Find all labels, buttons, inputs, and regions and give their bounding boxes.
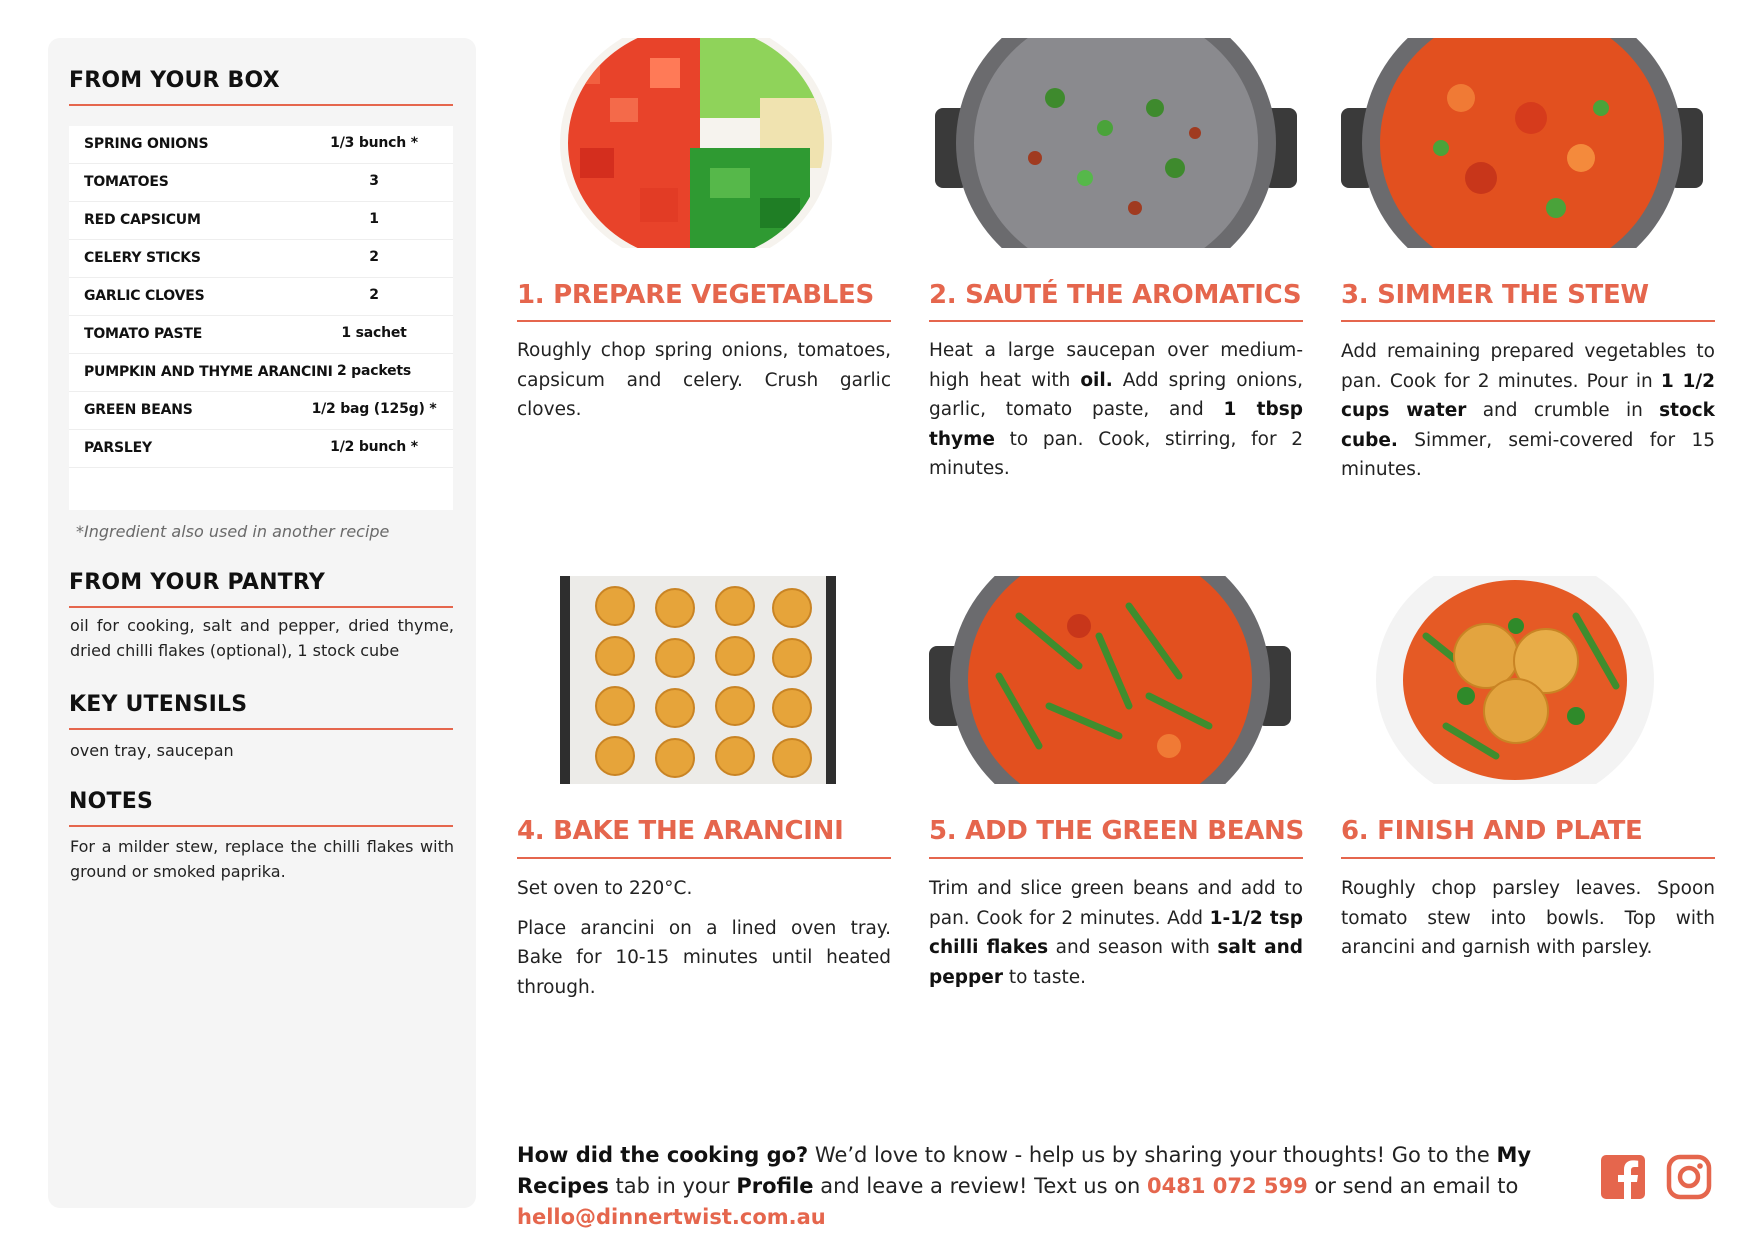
- step-3-rule: [1341, 320, 1715, 322]
- step-6-body: [1341, 874, 1715, 963]
- step-2-body: [929, 336, 1303, 484]
- ingredient-qty: 1: [369, 211, 379, 227]
- ingredient-qty: 1 sachet: [341, 325, 407, 341]
- ingredient-qty: 1/3 bunch *: [330, 135, 418, 151]
- step-text: Heat a large saucepan over medium-high heat with: [929, 340, 1303, 391]
- email-link[interactable]: hello@dinnertwist.com.au: [517, 1205, 826, 1229]
- box-ingredients-table: [69, 126, 453, 510]
- footer-text: We’d love to know - help us by sharing your thoughts! Go to the: [808, 1143, 1497, 1167]
- phone-link[interactable]: 0481 072 599: [1147, 1174, 1308, 1198]
- key-utensils-heading: KEY UTENSILS: [69, 692, 248, 717]
- step-bold-text: oil.: [1080, 369, 1113, 391]
- ingredient-qty: 1/2 bunch *: [330, 439, 418, 455]
- from-your-box-heading: FROM YOUR BOX: [69, 68, 280, 93]
- ingredient-name: PARSLEY: [84, 440, 152, 456]
- ingredient-row: [69, 164, 453, 202]
- ingredient-row: [69, 354, 453, 392]
- ingredient-qty: 3: [369, 173, 379, 189]
- step-5-body: [929, 874, 1303, 992]
- step-6-rule: [1341, 857, 1715, 859]
- step-bold-text: salt and pepper: [929, 937, 1303, 988]
- notes-heading-rule: [69, 825, 453, 827]
- ingredient-qty: 1/2 bag (125g) *: [311, 401, 437, 417]
- box-heading-rule: [69, 104, 453, 106]
- ingredients-sidebar: [48, 38, 476, 1208]
- step-4-photo: [560, 576, 836, 784]
- ingredient-row: [69, 316, 453, 354]
- my-recipes-label: My Recipes: [517, 1143, 1532, 1198]
- step-bold-text: 1 1/2 cups water: [1341, 370, 1715, 421]
- step-5-photo: [929, 576, 1291, 784]
- step-2-title: 2. SAUTÉ THE AROMATICS: [929, 280, 1302, 310]
- shared-ingredient-footnote: *Ingredient also used in another recipe: [76, 522, 390, 541]
- instagram-icon[interactable]: [1666, 1154, 1712, 1200]
- ingredient-name: TOMATO PASTE: [84, 326, 203, 342]
- ingredient-name: GARLIC CLOVES: [84, 288, 205, 304]
- step-text: and season with: [1048, 937, 1218, 958]
- ingredient-qty: 2 packets: [336, 363, 412, 379]
- ingredient-name: TOMATOES: [84, 174, 169, 190]
- step-text: Add spring onions, garlic, tomato paste, and: [929, 369, 1303, 420]
- step-2-paragraph: [929, 336, 1303, 484]
- step-1-photo: [560, 38, 832, 248]
- ingredient-row: [69, 126, 453, 164]
- step-text: Roughly chop parsley leaves. Spoon tomato stew into bowls. Top with arancini and garnish with parsley.: [1341, 878, 1715, 958]
- ingredient-row: [69, 278, 453, 316]
- step-5-paragraph: [929, 874, 1303, 992]
- facebook-icon[interactable]: [1600, 1154, 1646, 1200]
- step-1-paragraph: [517, 336, 891, 425]
- ingredient-qty: 2: [369, 249, 379, 265]
- ingredient-name: RED CAPSICUM: [84, 212, 201, 228]
- ingredient-row: [69, 240, 453, 278]
- ingredient-name: CELERY STICKS: [84, 250, 201, 266]
- ingredient-row: [69, 392, 453, 430]
- step-1-title: 1. PREPARE VEGETABLES: [517, 280, 874, 310]
- step-1-body: [517, 336, 891, 425]
- notes-heading: NOTES: [69, 789, 153, 814]
- step-4-rule: [517, 857, 891, 859]
- step-2-photo: [935, 38, 1297, 248]
- step-text: to taste.: [1002, 966, 1087, 988]
- feedback-footer: [517, 1140, 1577, 1233]
- step-4-title: 4. BAKE THE ARANCINI: [517, 816, 844, 846]
- feedback-question: How did the cooking go?: [517, 1143, 809, 1167]
- ingredient-name: PUMPKIN AND THYME ARANCINI: [84, 364, 333, 380]
- step-3-title: 3. SIMMER THE STEW: [1341, 280, 1649, 310]
- step-4-paragraph: [517, 874, 891, 904]
- step-1-rule: [517, 320, 891, 322]
- step-text: Add remaining prepared vegetables to pan. Cook for 2 minutes. Pour in: [1341, 341, 1715, 392]
- step-text: Roughly chop spring onions, tomatoes, capsicum and celery. Crush garlic cloves.: [517, 340, 891, 420]
- ingredient-row: [69, 202, 453, 240]
- step-6-title: 6. FINISH AND PLATE: [1341, 816, 1643, 846]
- step-5-rule: [929, 857, 1303, 859]
- step-3-paragraph: [1341, 337, 1715, 485]
- pantry-text: oil for cooking, salt and pepper, dried thyme, dried chilli flakes (optional), 1 stock cube: [70, 616, 454, 660]
- utensils-heading-rule: [69, 728, 453, 730]
- step-3-body: [1341, 337, 1715, 485]
- step-2-rule: [929, 320, 1303, 322]
- ingredient-row: [69, 430, 453, 468]
- pantry-heading-rule: [69, 606, 453, 608]
- step-text: and crumble in: [1466, 400, 1660, 421]
- notes-text: For a milder stew, replace the chilli flakes with ground or smoked paprika.: [70, 837, 454, 881]
- step-text: Trim and slice green beans and add to pan. Cook for 2 minutes. Add: [929, 878, 1303, 929]
- ingredient-qty: 2: [369, 287, 379, 303]
- step-5-title: 5. ADD THE GREEN BEANS: [929, 816, 1304, 846]
- footer-text: or send an email to: [1307, 1174, 1519, 1198]
- step-4-paragraph: [517, 914, 891, 1003]
- from-your-pantry-heading: FROM YOUR PANTRY: [69, 570, 325, 595]
- step-bold-text: 1 tbsp thyme: [929, 399, 1303, 450]
- step-6-paragraph: [1341, 874, 1715, 963]
- step-bold-text: 1-1/2 tsp chilli flakes: [929, 907, 1303, 958]
- ingredient-name: SPRING ONIONS: [84, 136, 209, 152]
- footer-text: and leave a review! Text us on: [813, 1174, 1148, 1198]
- step-6-photo: [1376, 576, 1654, 784]
- step-text: to pan. Cook, stirring, for 2 minutes.: [929, 428, 1303, 479]
- step-text: Place arancini on a lined oven tray. Bake for 10-15 minutes until heated through.: [517, 917, 891, 998]
- step-3-photo: [1341, 38, 1703, 248]
- step-text: Simmer, semi-covered for 15 minutes.: [1341, 429, 1715, 480]
- profile-label: Profile: [736, 1174, 814, 1198]
- step-4-body: [517, 874, 891, 1002]
- step-text: Set oven to 220°C.: [517, 878, 693, 899]
- utensils-text: oven tray, saucepan: [70, 741, 234, 760]
- step-bold-text: stock cube.: [1341, 400, 1715, 451]
- footer-text: tab in your: [608, 1174, 737, 1198]
- ingredient-name: GREEN BEANS: [84, 402, 193, 418]
